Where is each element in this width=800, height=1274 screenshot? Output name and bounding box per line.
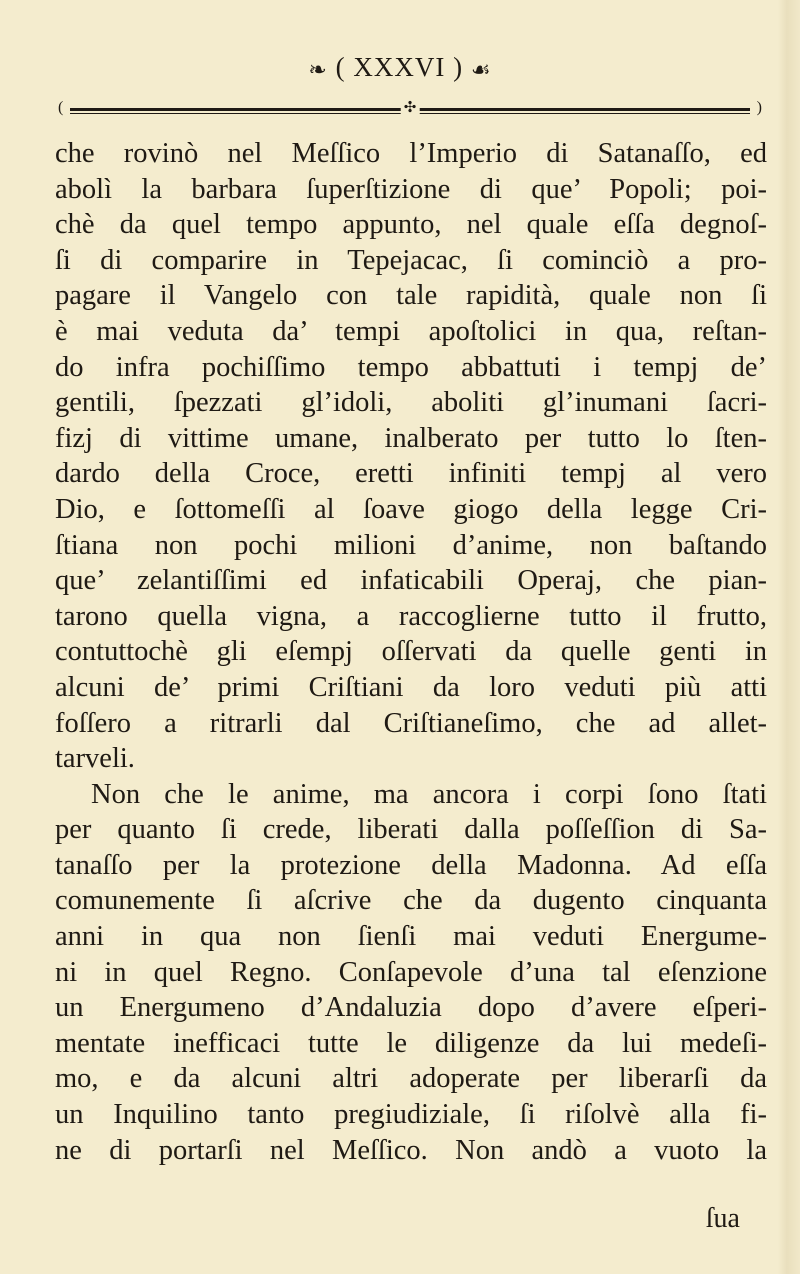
fleuron-left-icon: ❧ (308, 56, 328, 82)
text-line: abolì la barbara ſuperſtizione di que’ Popoli; poi- (55, 173, 767, 205)
text-line: mo, e da alcuni altri adoperate per liberarſi da (55, 1063, 767, 1095)
text-line: chè da quel tempo appunto, nel quale eſſa degnoſ- (55, 209, 767, 241)
text-line: ſi di comparire in Tepejacac, ſi cominciò a pro- (55, 244, 767, 276)
catchword: ſua (705, 1203, 740, 1234)
page-edge (778, 0, 800, 1274)
text-line: contuttochè gli eſempj oſſervati da quelle genti in (55, 636, 767, 668)
text-line: pagare il Vangelo con tale rapidità, quale non ſi (55, 280, 767, 312)
text-line: mentate inefficaci tutte le diligenze da lui medeſi- (55, 1027, 767, 1059)
page-header (0, 52, 800, 83)
text-line: che rovinò nel Meſſico l’Imperio di Satanaſſo, ed (55, 138, 767, 169)
text-line: tarveli. (55, 743, 135, 775)
text-line: è mai veduta da’ tempi apoſtolici in qua, reſtan- (55, 315, 767, 347)
text-line: anni in qua non ſienſi mai veduti Energume- (55, 921, 767, 953)
page-number: ( XXXVI ) (335, 52, 464, 82)
text-line: dardo della Croce, eretti infiniti tempj al vero (55, 458, 767, 490)
ornamental-rule (58, 99, 762, 117)
rule-center-ornament-icon: ✣ (401, 98, 420, 117)
text-line: ſtiana non pochi milioni d’anime, non baſtando (55, 529, 767, 561)
text-line: comunemente ſi aſcrive che da dugento cinquanta (55, 885, 767, 917)
text-line: que’ zelantiſſimi ed infaticabili Operaj, che pian- (55, 565, 767, 597)
rule-end-left-icon: ( (58, 99, 64, 116)
text-line: tarono quella vigna, a raccoglierne tutto il frutto, (55, 600, 767, 632)
text-line: Dio, e ſottomeſſi al ſoave giogo della legge Cri- (55, 493, 767, 525)
text-line: Non che le anime, ma ancora i corpi ſono ſtati (91, 778, 767, 810)
text-line: alcuni de’ primi Criſtiani da loro veduti più atti (55, 671, 767, 703)
rule-end-right-icon: ) (756, 99, 762, 116)
text-line: ne di portarſi nel Meſſico. Non andò a vuoto la (55, 1134, 767, 1166)
text-line: gentili, ſpezzati gl’idoli, aboliti gl’inumani ſacri- (55, 387, 767, 419)
body-text (55, 136, 767, 1168)
text-line: tanaſſo per la protezione della Madonna. Ad eſſa (55, 849, 767, 881)
text-line: foſſero a ritrarli dal Criſtianeſimo, che ad allet- (55, 707, 767, 739)
text-line: un Energumeno d’Andaluzia dopo d’avere eſperi- (55, 992, 767, 1024)
text-line: ni in quel Regno. Conſapevole d’una tal eſenzione (55, 956, 767, 988)
text-line: per quanto ſi crede, liberati dalla poſſeſſion di Sa- (55, 814, 767, 846)
text-line: do infra pochiſſimo tempo abbattuti i tempj de’ (55, 351, 767, 383)
fleuron-right-icon: ☙ (470, 56, 492, 82)
text-line: un Inquilino tanto pregiudiziale, ſi riſolvè alla fi- (55, 1099, 767, 1131)
text-line: fizj di vittime umane, inalberato per tutto lo ſten- (55, 422, 767, 454)
